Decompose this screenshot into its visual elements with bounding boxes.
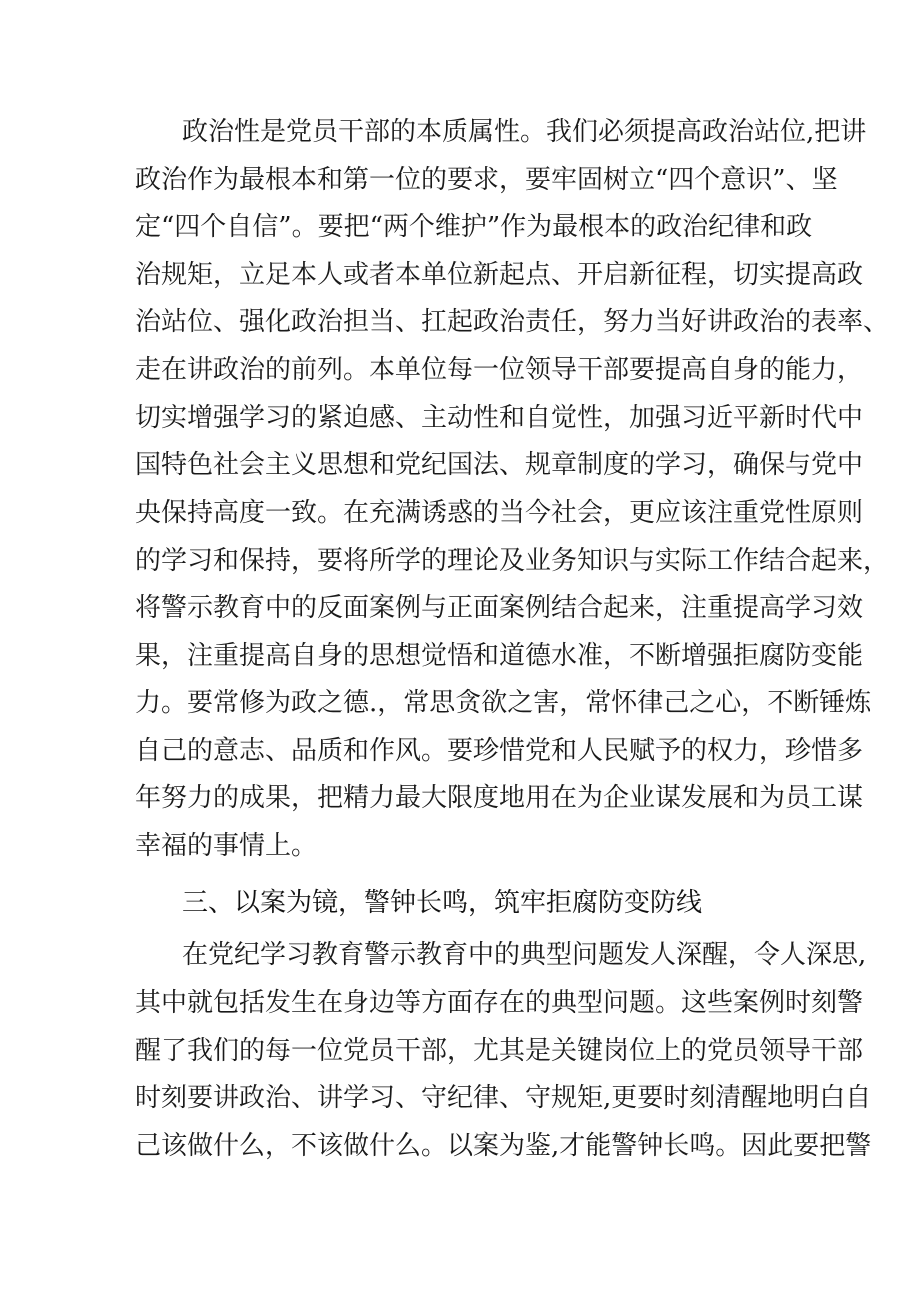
paragraph-1-line-10: 的学习和保持，要将所学的理论及业务知识与实际工作结合起来， — [135, 546, 890, 576]
paragraph-1-line-15: 年努力的成果，把精力最大限度地用在为企业谋发展和为员工谋 — [135, 783, 864, 813]
paragraph-2-line-1: 在党纪学习教育警示教育中的典型问题发人深醒，令人深思, — [182, 940, 867, 970]
paragraph-1-line-9: 央保持高度一致。在充满诱惑的当今社会，更应该注重党性原则 — [135, 498, 864, 528]
paragraph-1-line-7: 切实增强学习的紧迫感、主动性和自觉性，加强习近平新时代中 — [135, 403, 864, 433]
paragraph-1-line-8: 国特色社会主义思想和党纪国法、规章制度的学习，确保与党中 — [135, 450, 864, 480]
paragraph-2-line-2: 其中就包括发生在身边等方面存在的典型问题。这些案例时刻警 — [135, 988, 864, 1018]
paragraph-2-line-4: 时刻要讲政治、讲学习、守纪律、守规矩,更要时刻清醒地明白自 — [135, 1083, 872, 1113]
paragraph-1-line-4: 治规矩，立足本人或者本单位新起点、开启新征程，切实提高政 — [135, 260, 864, 290]
paragraph-2-line-5: 己该做什么，不该做什么。以案为鉴,才能警钟长鸣。因此要把警 — [135, 1131, 872, 1161]
paragraph-1-line-12: 果，注重提高自身的思想觉悟和道德水准，不断增强拒腐防变能 — [135, 641, 864, 671]
paragraph-2-line-3: 醒了我们的每一位党员干部，尤其是关键岗位上的党员领导干部 — [135, 1036, 864, 1066]
paragraph-1-line-11: 将警示教育中的反面案例与正面案例结合起来，注重提高学习效 — [135, 593, 864, 623]
paragraph-1-line-13: 力。要常修为政之德.，常思贪欲之害，常怀律己之心，不断锤炼 — [135, 688, 872, 718]
paragraph-1-line-3: 定“四个自信”。要把“两个维护”作为最根本的政治纪律和政 — [135, 212, 813, 242]
paragraph-1-line-16: 幸福的事情上。 — [135, 831, 318, 861]
section-heading: 三、以案为镜，警钟长鸣，筑牢拒腐防变防线 — [182, 888, 703, 918]
paragraph-1-line-5: 治站位、强化政治担当、扛起政治责任，努力当好讲政治的表率、 — [135, 307, 890, 337]
paragraph-1-line-2: 政治作为最根本和第一位的要求，要牢固树立“四个意识”、坚 — [135, 165, 838, 195]
paragraph-1-line-6: 走在讲政治的前列。本单位每一位领导干部要提高自身的能力， — [135, 355, 864, 385]
paragraph-1-line-14: 自己的意志、品质和作风。要珍惜党和人民赋予的权力，珍惜多 — [135, 736, 864, 766]
paragraph-1-line-1: 政治性是党员干部的本质属性。我们必须提高政治站位,把讲 — [182, 117, 867, 147]
